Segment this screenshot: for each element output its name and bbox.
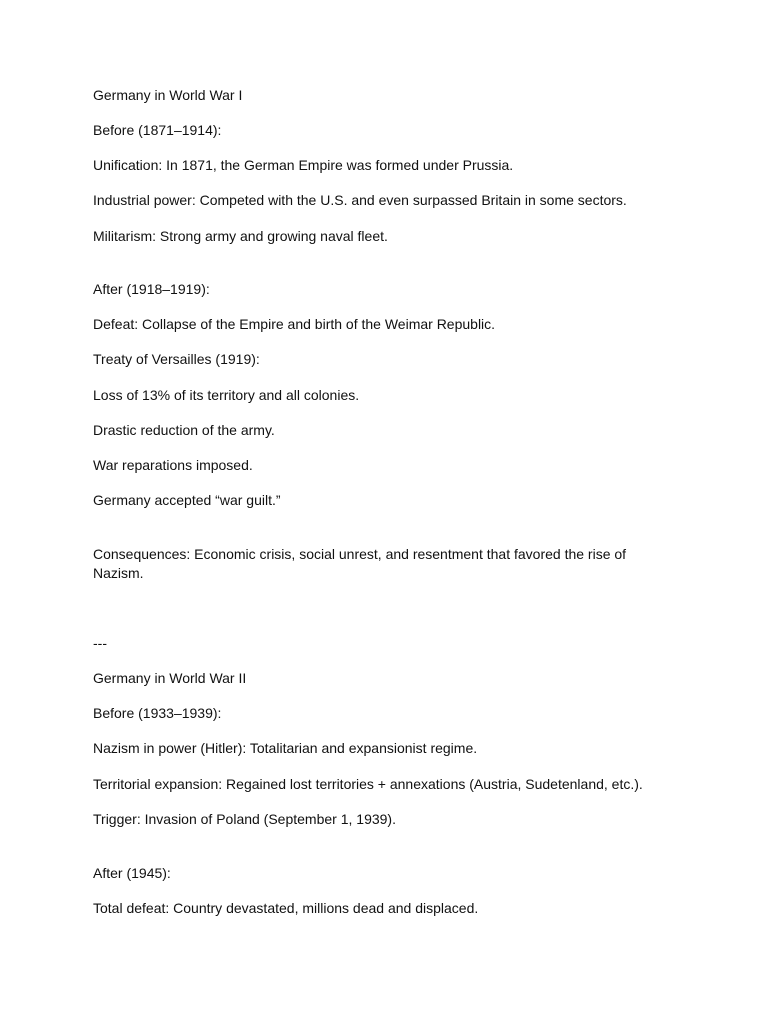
ww2-trigger-text: Trigger: Invasion of Poland (September 1, 1939). bbox=[93, 811, 396, 827]
ww1-territory-text: Loss of 13% of its territory and all colonies. bbox=[93, 387, 360, 403]
ww1-treaty-heading: Treaty of Versailles (1919): bbox=[93, 351, 260, 367]
ww1-after-heading: After (1918–1919): bbox=[93, 281, 210, 297]
ww1-militarism-text: Militarism: Strong army and growing naval fleet. bbox=[93, 228, 388, 244]
ww1-industrial-text: Industrial power: Competed with the U.S. and even surpassed Britain in some sectors. bbox=[93, 192, 627, 208]
ww1-army-text: Drastic reduction of the army. bbox=[93, 422, 275, 438]
ww2-total-defeat-text: Total defeat: Country devastated, millions dead and displaced. bbox=[93, 900, 479, 916]
ww1-defeat-text: Defeat: Collapse of the Empire and birth of the Weimar Republic. bbox=[93, 316, 496, 332]
ww2-title: Germany in World War II bbox=[93, 670, 247, 686]
ww1-consequences-text: Consequences: Economic crisis, social unrest, and resentment that favored the rise of Nazism. bbox=[93, 546, 627, 581]
ww1-reparations-text: War reparations imposed. bbox=[93, 457, 253, 473]
ww2-after-heading: After (1945): bbox=[93, 865, 171, 881]
ww1-title: Germany in World War I bbox=[93, 87, 243, 103]
ww1-unification-text: Unification: In 1871, the German Empire was formed under Prussia. bbox=[93, 157, 514, 173]
ww2-nazism-text: Nazism in power (Hitler): Totalitarian and expansionist regime. bbox=[93, 740, 478, 756]
section-separator: --- bbox=[93, 635, 107, 651]
ww1-guilt-text: Germany accepted “war guilt.” bbox=[93, 492, 281, 508]
ww1-before-heading: Before (1871–1914): bbox=[93, 122, 222, 138]
ww2-before-heading: Before (1933–1939): bbox=[93, 705, 222, 721]
ww2-expansion-text: Territorial expansion: Regained lost territories + annexations (Austria, Sudetenland, etc.). bbox=[93, 776, 643, 792]
